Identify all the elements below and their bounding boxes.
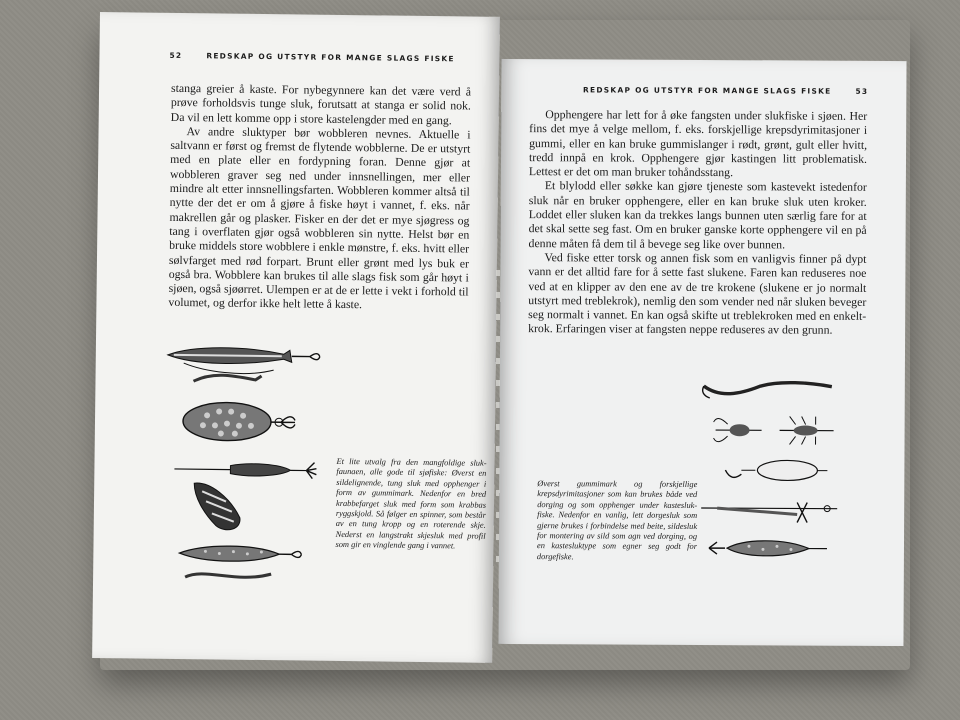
shrimp-imitation-illustration <box>709 412 839 449</box>
left-running-title: REDSKAP OG UTSTYR FOR MANGE SLAGS FISKE <box>206 51 455 64</box>
left-running-head <box>169 51 454 63</box>
spoon-lure-illustration <box>175 539 316 597</box>
left-page <box>92 12 500 663</box>
right-paragraph: Ved fiske etter torsk og annen fisk som en vanligvis finner på dypt vann er det alltid fare for å sette fast slukene. Faren kan reduseres noe ved at en klipper av den ene av de tre krokene (slukene er jo normalt utstyrt med treblekrok), nemlig den som vender ned når sluken beveger seg normalt i vannet. En kan også skifte ut treblekroken med en enkelt-krok. Erfaringen viser at fangsten neppe reduseres av den grunn. <box>528 250 867 338</box>
casting-spoon-illustration <box>705 534 835 565</box>
right-caption: Øverst gummimark og forskjellige krepsdyrimitasjoner som kan brukes både ved dorging og som opphenger under kastesluk-fiske. Nedenfor en vanlig, lett dorgesluk som gjerne brukes i forbindelse med beite, sildesluk for montering av sild som agn ved dorging, og en kastesluktype som egner seg godt for dorgefiske. <box>536 479 698 562</box>
crab-lure-illustration <box>181 397 312 447</box>
rubber-worm-illustration <box>700 376 840 407</box>
right-paragraph: Et blylodd eller søkke kan gjøre tjeneste som kastevekt istedenfor sluk når en bruker opphengere, eller en kan bruke sluk uten kroker. Loddet eller sluken kan da trekkes langs bunnen uten særlig fare for at det skal sette seg fast. Om en bruker ganske korte opphengere vil en på denne måten få dem til å bevege seg like over bunnen. <box>528 178 867 252</box>
right-running-head <box>583 85 868 95</box>
trolling-lure-illustration <box>721 456 831 487</box>
right-body-text <box>528 107 867 338</box>
right-page-number: 53 <box>855 86 869 96</box>
left-caption: Et lite utvalg fra den mangfoldige sluk-faunaen, alle gode til sjøfiske: Øverst en sildelignende, tung sluk med opphenger i form av gummimark. Nedenfor en bred krabbefarget sluk med form som krabbas ryggskjold. Så følger en spinner, som består av en tung kropp og en roterende skje. Nederst en langstrakt skjesluk med profil som gir en vinglende gang i vannet. <box>335 456 487 551</box>
left-body-text <box>168 81 471 313</box>
left-paragraph: Av andre sluktyper bør wobbleren nevnes. Aktuelle i saltvann er først og fremst de flytende wobblerne. De er utstyrt med en plate eller en fordypning foran. Denne gjør at wobbleren graver seg ned under innsnellingen, mer eller mindre alt etter innsnellingsfarten. Wobbleren kommer altså til nytte der det er om å gjøre å fiske høyt i vannet, f. eks. når makrellen går og plasker. Fisker en der det er mye sjøgress og tang i overflaten gjør også wobbleren sin nytte. Helst bør en bruke middels store wobblere i enkle mønstre, f. eks. hvitt eller sølvfarget med rød forpart. Brunt eller grønt med lys buk er også bra. Wobblere kan brukes til alle slags fisk som går høyt i sjøen, også sjøørret. Ulempen er at de er lette i vekt i forhold til volumet, og derfor ikke helt lette å kaste. <box>168 123 471 312</box>
right-page <box>498 59 906 646</box>
left-page-number: 52 <box>169 50 183 61</box>
right-paragraph: Opphengere har lett for å øke fangsten under slukfiske i sjøen. Her fins det mye å velge mellom, f. eks. forskjellige krepsdyrimitasjoner i gummi, eller en kan bruke gummislanger i rødt, grønt, gult eller hvitt, tredd innpå en krok. Opphengere gjør kastingen litt problematisk. Lettest er det om man bruker tohåndsstang. <box>528 107 868 180</box>
left-paragraph: stanga greier å kaste. For nybegynnere kan det være verd å prøve forholdsvis tunge sluk, forutsatt at stanga er solid nok. Da vil en lett komme opp i store kastelengder med en gang. <box>170 80 472 127</box>
herring-rig-illustration <box>697 496 847 527</box>
right-running-title: REDSKAP OG UTSTYR FOR MANGE SLAGS FISKE <box>583 85 832 96</box>
herring-lure-illustration <box>163 341 324 389</box>
spinner-lure-illustration <box>170 457 331 539</box>
